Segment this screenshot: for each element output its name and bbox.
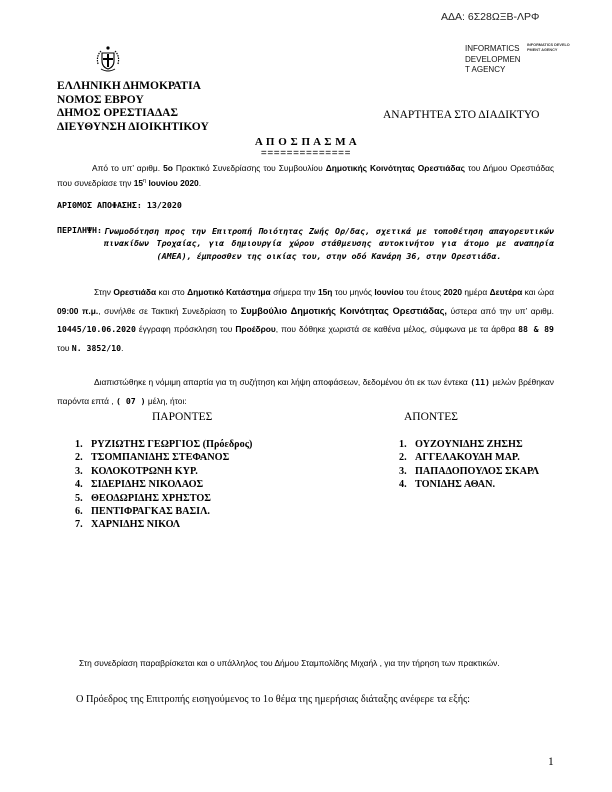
- member-number: 4.: [399, 479, 407, 491]
- member-number: 3.: [399, 465, 407, 477]
- present-members-list: [75, 438, 252, 532]
- member-item: [75, 465, 252, 478]
- member-name: ΧΑΡΝΙΔΗΣ ΝΙΚΟΛ: [91, 519, 181, 531]
- member-item: [75, 451, 252, 464]
- member-number: 7.: [75, 519, 83, 531]
- member-number: 2.: [399, 452, 407, 464]
- page-number: 1: [548, 756, 554, 768]
- member-number: 4.: [75, 479, 83, 491]
- chair-paragraph: Ο Πρόεδρος της Επιτροπής εισηγούμενος το 1ο θέμα της ημερήσιας διάταξης ανέφερε τα εξής:: [76, 694, 471, 705]
- document-title: Α Π Ο Σ Π Α Σ Μ Α: [254, 136, 358, 148]
- header-line: ΔΗΜΟΣ ΟΡΕΣΤΙΑΔΑΣ: [57, 107, 178, 120]
- infosoc-label: INFORMATICS DEVELOPMEN T AGENCY: [465, 44, 521, 74]
- title-rule: ==============: [260, 148, 352, 159]
- absent-heading: ΑΠΟΝΤΕΣ: [404, 411, 458, 423]
- header-line: ΔΙΕΥΘΥΝΣΗ ΔΙΟΙΚΗΤΙΚΟΥ: [57, 120, 209, 133]
- member-number: 3.: [75, 465, 83, 477]
- member-number: 5.: [75, 492, 83, 504]
- member-name: ΣΙΔΕΡΙΔΗΣ ΝΙΚΟΛΑΟΣ: [91, 479, 204, 491]
- member-item: [75, 505, 252, 518]
- member-name: ΡΥΖΙΩΤΗΣ ΓΕΩΡΓΙΟΣ (Πρόεδρος): [91, 439, 253, 450]
- coat-of-arms-icon: [93, 44, 123, 74]
- member-item: [399, 478, 539, 491]
- header-line: ΝΟΜΟΣ ΕΒΡΟΥ: [57, 93, 144, 106]
- member-item: [399, 438, 539, 451]
- member-name: ΟΥΖΟΥΝΙΔΗΣ ΖΗΣΗΣ: [415, 439, 523, 450]
- member-name: ΤΣΟΜΠΑΝΙΔΗΣ ΣΤΕΦΑΝΟΣ: [91, 452, 230, 464]
- member-number: 6.: [75, 506, 83, 518]
- member-item: [75, 518, 252, 531]
- issuer-header: [57, 80, 209, 134]
- member-item: [75, 438, 252, 451]
- infosoc-note: INFORMATICS DEVELOPMENT AGENCY: [527, 43, 570, 52]
- member-number: 1.: [399, 439, 407, 450]
- header-line: ΕΛΛΗΝΙΚΗ ΔΗΜΟΚΡΑΤΙΑ: [57, 80, 201, 92]
- ada-code: ΑΔΑ: 6Σ28ΩΞΒ-ΛΡΦ: [441, 11, 540, 23]
- member-name: ΚΟΛΟΚΟΤΡΩΝΗ ΚΥΡ.: [91, 465, 198, 477]
- present-heading: ΠΑΡΟΝΤΕΣ: [152, 411, 213, 423]
- member-name: ΠΕΝΤΙΦΡΑΓΚΑΣ ΒΑΣΙΛ.: [91, 506, 210, 518]
- decision-number: ΑΡΙΘΜΟΣ ΑΠΟΦΑΣΗΣ: 13/2020: [57, 200, 182, 210]
- absent-members-list: [399, 438, 539, 492]
- posting-notice: ΑΝΑΡΤΗΤΕΑ ΣΤΟ ΔΙΑΔΙΚΤΥΟ: [383, 109, 540, 121]
- quorum-paragraph: Διαπιστώθηκε η νόμιμη απαρτία για τη συζήτηση και λήψη αποφάσεων, δεδομένου ότι εκ των έντεκα (11) μελών βρέθηκαν παρόντα επτά , ( 07 ) μέλη, ήτοι:: [57, 377, 554, 406]
- member-item: [75, 478, 252, 491]
- summary-label: ΠΕΡΙΛΗΨΗ:: [57, 225, 102, 235]
- member-number: 2.: [75, 452, 83, 464]
- member-name: ΠΑΠΑΔΟΠΟΥΛΟΣ ΣΚΑΡΛ: [415, 465, 540, 477]
- member-name: ΑΓΓΕΛΑΚΟΥΔΗ ΜΑΡ.: [415, 452, 520, 464]
- member-name: ΘΕΟΔΩΡΙΔΗΣ ΧΡΗΣΤΟΣ: [91, 492, 211, 504]
- member-item: [399, 451, 539, 464]
- summary-text: Γνωμοδότηση προς την Επιτροπή Ποιότητας Ζωής Ορ/δας, σχετικά με τοποθέτηση απαγορευτικών πινακίδων Τροχαίας, για δημιουργία χώρου στάθμευσης αυτοκινήτου για άτομο με αναπηρία (ΑΜΕΑ), έμπροσθεν της οικίας του, στην οδό Κανάρη 36, στην Ορεστιάδα.: [104, 226, 554, 261]
- member-item: [75, 492, 252, 505]
- session-paragraph: Στην Ορεστιάδα και στο Δημοτικό Κατάστημα σήμερα την 15η του μηνός Ιουνίου του έτους 2020 ημέρα Δευτέρα και ώρα 09:00 π.μ., συνήλθε σε Τακτική Συνεδρίαση το Συμβούλιο Δημοτικής Κοινότητας Ορεστιάδας, ύστερα από την υπ’ αριθμ. 10445/10.06.2020 έγγραφη πρόσκληση του Προέδρου, που δόθηκε χωριστά σε καθένα μέλος, σύμφωνα με τα άρθρα 88 & 89 του Ν. 3852/10.: [57, 287, 554, 354]
- member-item: [399, 465, 539, 478]
- intro-paragraph: Από το υπ’ αριθμ. 5ο Πρακτικό Συνεδρίασης του Συμβουλίου Δημοτικής Κοινότητας Ορεστιάδας του Δήμου Ορεστιάδας που συνεδρίασε την $15^\eta$ Ιουνίου 2020.: [57, 163, 554, 188]
- member-number: 1.: [75, 439, 83, 450]
- employee-paragraph: Στη συνεδρίαση παραβρίσκεται και ο υπάλληλος του Δήμου Σταμπολίδης Μιχαήλ , για την τήρηση των πρακτικών.: [79, 658, 500, 668]
- member-name: ΤΟΝΙΔΗΣ ΑΘΑΝ.: [415, 479, 496, 491]
